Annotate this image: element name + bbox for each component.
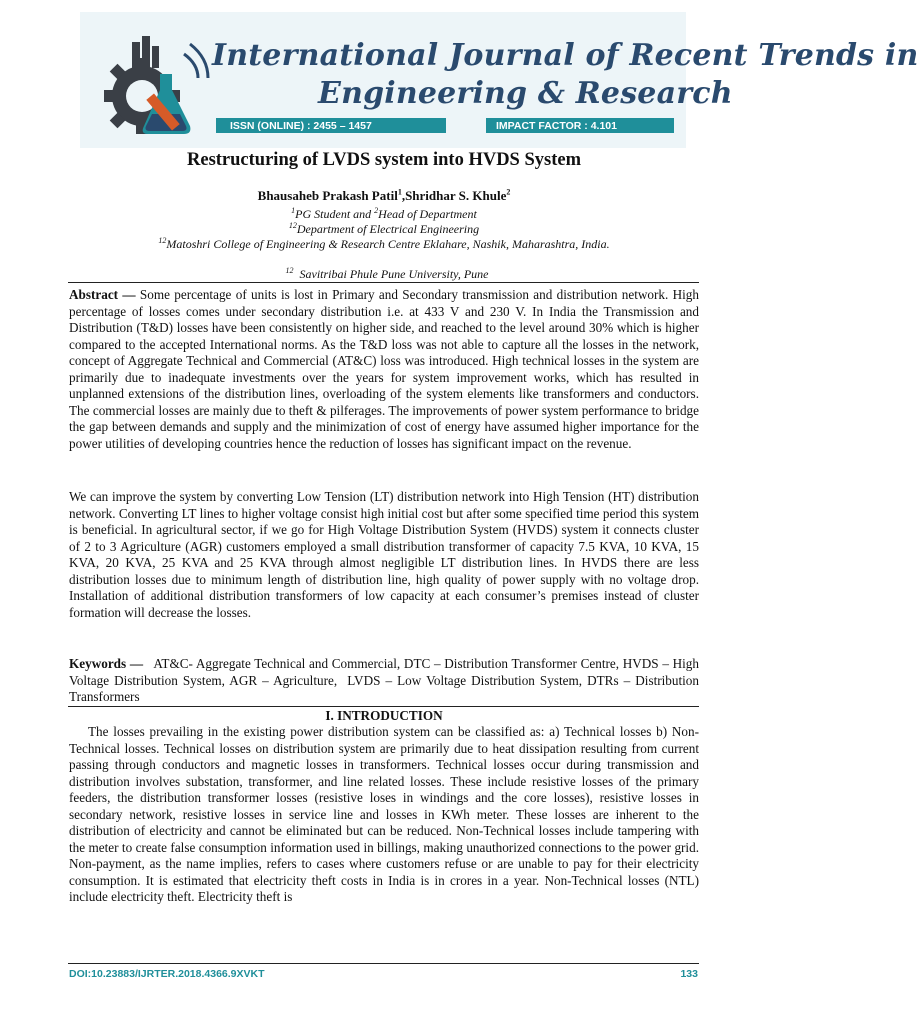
author-2: Shridhar S. Khule (405, 188, 507, 203)
introduction-paragraph: The losses prevailing in the existing power distribution system can be classified as: a) Technical losses b) Non-Technical losses. Technical losses on distribution system are primarily due to heat dissipation resulting from current passing through conductors and magnetic losses in transformers. Technical losses occur during transmission and distribution involves substation, transformer, and line related losses. These include resistive losses of the primary feeders, the distribution transformer losses (resistive loses in windings and the core losses), resistive losses in secondary network, resistive losses in service line and losses in KWh meter. These losses are inherent to the distribution of electricity and cannot be eliminated but can be reduced. Non-Technical losses include tampering with the meter to create false consumption information used in billings, making unauthorized connections to the power grid. Non-payment, as the name implies, refers to cases where customers refuse or are unable to pay for their electricity consumption. It is estimated that electricity theft costs in India is in crores in a year. Non-Technical losses (NTL) include electricity theft. Electricity theft is (69, 724, 699, 904)
footer-doi: DOI:10.23883/IJRTER.2018.4366.9XVKT (69, 968, 265, 980)
paper-title: Restructuring of LVDS system into HVDS System (187, 150, 581, 170)
author-line: Bhausaheb Prakash Patil$^1$,Shridhar S. Khule$^2$ (257, 187, 511, 203)
keywords-bottom-rule (68, 706, 699, 707)
journal-title-line2: Engineering & Research (318, 76, 733, 111)
abstract-paragraph-2: We can improve the system by converting Low Tension (LT) distribution network into High Tension (HT) distribution network. Converting LT lines to higher voltage consist high initial cost but after some specified time period this system is beneficial. In agricultural sector, if we go for High Voltage Distribution System (HVDS) system it connects cluster of 2 to 3 Agriculture (AGR) customers employed a small distribution transformer of capacity 7.5 KVA, 10 KVA, 15 KVA, 20 KVA, 25 KVA and 25 KVA through almost negligible LT distribution lines. In HVDS there are less distribution losses due to minimum length of distribution line, high quality of power supply with no voltage drop. Installation of additional distribution transformers of low capacity at each consumer’s premises instead of cluster formation will decrease the losses. (69, 489, 699, 620)
affiliation-3 (0, 237, 768, 252)
aff1-text-a: PG Student and (295, 207, 375, 221)
keywords-text: AT&C- Aggregate Technical and Commercial, DTC – Distribution Transformer Centre, HVDS – High Voltage Distribution System, AGR – Agriculture, LVDS – Low Voltage Distribution System, DTRs – Distribution Transformers (69, 656, 703, 704)
author-2-sup: 2 (506, 187, 511, 197)
aff4-text: Savitribai Phule Pune University, Pune (293, 267, 489, 281)
abstract-text-1: Some percentage of units is lost in Primary and Secondary transmission and distribution network. High percentage of losses comes under secondary distribution i.e. at 433 V and 230 V. In India the Transmission and Distribution (T&D) losses have been consistently on higher side, and reached to the level around 30% which is higher compared to the accepted International norms. As the T&D loss was not able to capture all the losses in the network, concept of Aggregate Technical and Commercial (AT&C) loss was introduced. High technical losses in the system are primarily due to inadequate investments over the years for system improvement works, which has resulted in unplanned extensions of the distribution lines, overloading of the system elements like transformers and conductors. The commercial losses are mainly due to theft & pilferages. The improvements of power system performance to bridge the gap between demands and supply and the minimization of cost of energy have assumed higher importance for the power utilities of developing countries hence the reduction of losses has significant impact on the revenue. (69, 287, 699, 451)
section-heading-introduction: I. INTRODUCTION (325, 708, 443, 723)
keywords-label: Keywords — (69, 656, 144, 671)
abstract-paragraph-1 (69, 287, 699, 452)
journal-logo-icon (98, 34, 218, 144)
aff1-sup-b: 2 (374, 206, 379, 215)
journal-title-line1: International Journal of Recent Trends in (212, 38, 919, 73)
affiliation-2 (0, 222, 768, 237)
abstract-label: Abstract — (69, 287, 136, 302)
aff3-text: Matoshri College of Engineering & Research Centre Eklahare, Nashik, Maharashtra, India. (166, 237, 610, 251)
author-1-sup: 1 (397, 187, 402, 197)
affiliation-4 (0, 252, 768, 282)
aff2-sup: 12 (288, 221, 297, 230)
keywords-paragraph (69, 656, 703, 706)
footer-page-number: 133 (680, 968, 698, 980)
impact-factor-badge: IMPACT FACTOR : 4.101 (486, 118, 674, 133)
aff2-text: Department of Electrical Engineering (296, 222, 480, 236)
aff4-sup: 12 (285, 266, 294, 275)
aff3-sup: 12 (158, 236, 167, 245)
abstract-top-rule (68, 282, 699, 283)
aff1-sup-a: 1 (291, 206, 296, 215)
author-1: Bhausaheb Prakash Patil (257, 188, 398, 203)
issn-badge: ISSN (ONLINE) : 2455 – 1457 (216, 118, 446, 133)
affiliation-1 (0, 207, 768, 222)
aff1-text-b: Head of Department (378, 207, 477, 221)
footer-rule (68, 963, 699, 964)
